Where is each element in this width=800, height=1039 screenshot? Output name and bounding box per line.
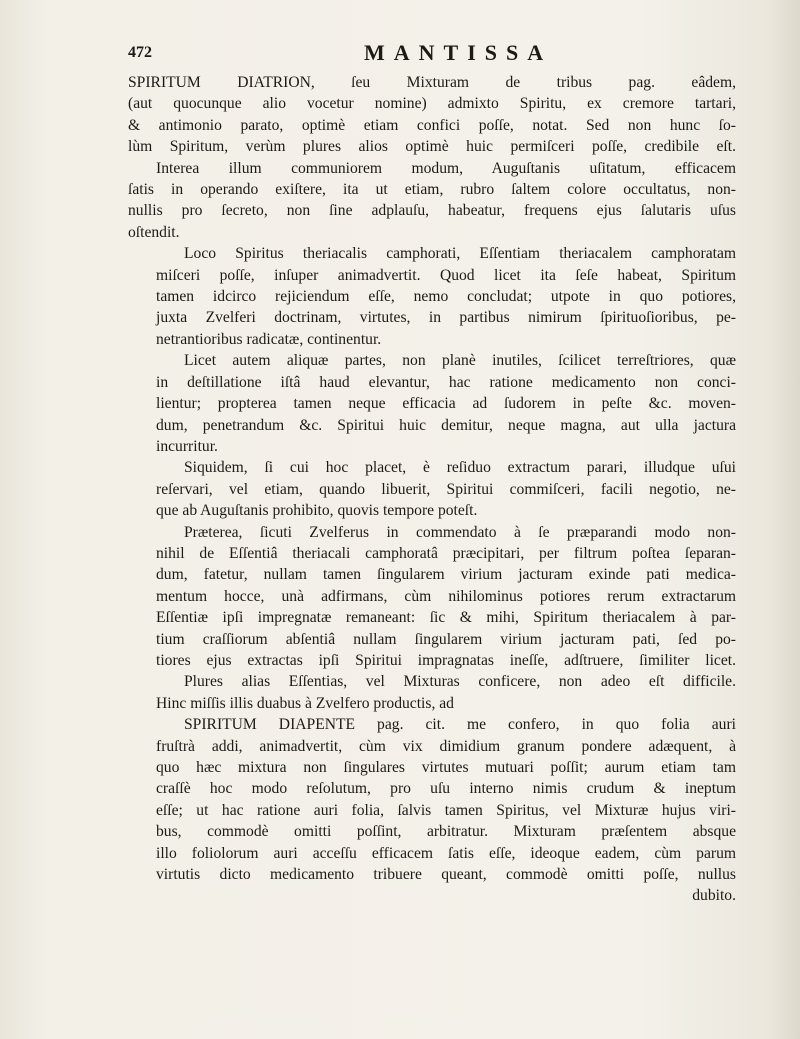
text-line: Plures alias Eſſentias, vel Mixturas conficere, non adeo eſt difficile. <box>184 673 736 691</box>
text-line: quo hæc mixtura non ſingulares virtutes mutuari poſſit; aurum etiam tam <box>156 759 736 776</box>
text-line: Interea illum communiorem modum, Auguſtanis uſitatum, efficacem <box>156 159 736 177</box>
paragraph <box>128 243 736 350</box>
text-line: Loco Spiritus theriacalis camphorati, Eſſentiam theriacalem camphoratam <box>184 245 736 263</box>
text-line: dum, penetrandum &c. Spiritui huic demitur, neque magna, aut ulla jactura <box>156 416 736 434</box>
text-line: virtutis dicto medicamento tribuere queant, commodè omitti poſſe, nullus <box>156 866 736 884</box>
text-line: miſceri poſſe, inſuper animadvertit. Quod licet ita ſeſe habeat, Spiritum <box>156 266 736 284</box>
paragraph <box>128 72 736 243</box>
text-line: tamen idcirco rejiciendum eſſe, nemo concludat; utpote in quo potiores, <box>156 288 736 306</box>
text-line: Siquidem, ſi cui hoc placet, è reſiduo extractum parari, illudque uſui <box>184 459 736 477</box>
text-line: lùm Spiritum, verùm plures alios optimè huic permiſceri poſſe, credibile eſt. <box>128 138 736 156</box>
text-line: SPIRITUM DIATRION, ſeu Mixturam de tribus pag. eâdem, <box>128 74 736 91</box>
text-line: SPIRITUM DIAPENTE pag. cit. me confero, in quo folia auri <box>184 716 736 734</box>
text-line: nihil de Eſſentiâ theriacali camphoratâ præcipitari, per filtrum poſtea ſeparan- <box>156 544 736 562</box>
paragraph <box>128 350 736 457</box>
text-line: illo foliolorum auri acceſſu efficacem ſatis eſſe, ideoque eadem, cùm parum <box>156 844 736 862</box>
text-line: bus, commodè omitti poſſint, arbitratur. Mixturam præſentem absque <box>156 823 736 841</box>
text-line: craſſè hoc modo reſolutum, pro uſu interno nimis crudum & ineptum <box>156 780 736 798</box>
paragraph <box>128 671 736 714</box>
text-line: oſtendit. <box>128 223 180 241</box>
text-line: dubito. <box>692 887 736 905</box>
paragraph <box>128 457 736 521</box>
text-line: Licet autem aliquæ partes, non planè inutiles, ſcilicet terreſtriores, quæ <box>184 352 736 370</box>
text-line: Hinc miſſis illis duabus à Zvelfero productis, ad <box>156 694 454 712</box>
text-line: netrantioribus radicatæ, continentur. <box>156 330 382 348</box>
text-line: (aut quocunque alio vocetur nomine) admixto Spiritu, ex cremore tartari, <box>128 95 736 113</box>
text-line: incurritur. <box>156 437 218 455</box>
text-line: reſervari, vel etiam, quando libuerit, Spiritui commiſceri, facili negotio, ne- <box>156 480 736 498</box>
text-line: ſatis in operando exiſtere, ita ut etiam, rubro ſaltem colore occultatus, non- <box>128 181 736 199</box>
page-number: 472 <box>128 44 152 61</box>
text-line: lientur; propterea tamen neque efficacia ad ſudorem in peſte &c. moven- <box>156 395 736 413</box>
text-line: Præterea, ſicuti Zvelferus in commendato à ſe præparandi modo non- <box>184 523 736 541</box>
text-line: tiores ejus extractas ipſi Spiritui impragnatas ineſſe, adſtruere, ſimiliter licet. <box>156 651 736 669</box>
text-line: que ab Auguſtanis prohibito, quovis tempore poteſt. <box>156 502 478 520</box>
text-line: nullis pro ſecreto, non ſine adplauſu, habeatur, frequens ejus ſalutaris uſus <box>128 202 736 220</box>
text-line: fruſtrà addi, animadvertit, cùm vix dimidium granum pondere adæquent, à <box>156 737 736 755</box>
paragraph <box>128 714 736 907</box>
text-line: Eſſentiæ ipſi impregnatæ remaneant: ſic & mihi, Spiritum theriacalem à par- <box>156 609 736 627</box>
body-text <box>128 72 736 907</box>
text-line: juxta Zvelferi doctrinam, virtutes, in partibus nimirum ſpirituoſioribus, pe- <box>156 309 736 327</box>
paragraph <box>128 522 736 672</box>
text-line: & antimonio parato, optimè etiam confici poſſe, notat. Sed non hunc ſo- <box>128 116 736 134</box>
text-line: mentum hocce, unà adfirmans, cùm nihilominus potiores rerum extractarum <box>156 587 736 605</box>
running-head: MANTISSA <box>364 40 553 65</box>
text-line: in deſtillatione iſtâ haud elevantur, hac ratione medicamento non conci- <box>156 373 736 391</box>
text-line: eſſe; ut hac ratione auri folia, ſalvis tamen Spiritus, vel Mixturæ hujus viri- <box>156 801 736 819</box>
text-line: dum, fatetur, nullam tamen ſingularem virium jacturam exinde pati medica- <box>156 566 736 584</box>
text-line: tium craſſiorum abſentiâ nullam ſingularem virium jacturam pati, ſed po- <box>156 630 736 648</box>
